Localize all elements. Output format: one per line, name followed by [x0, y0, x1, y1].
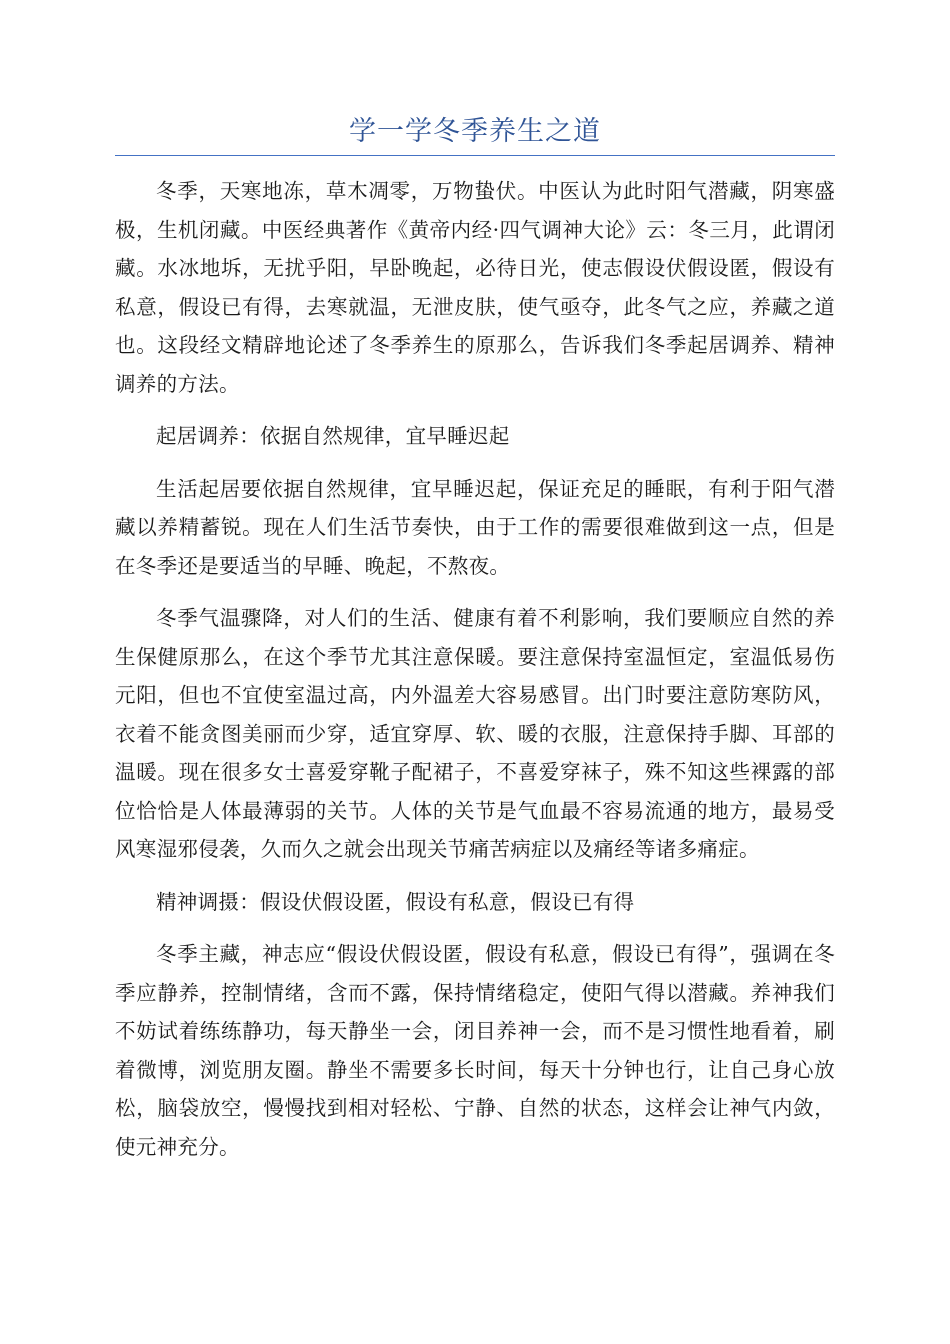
- document-title: 学一学冬季养生之道: [349, 116, 601, 147]
- intro-paragraph: 冬季，天寒地冻，草木凋零，万物蛰伏。中医认为此时阳气潜藏，阴寒盛极，生机闭藏。中医经典著作《黄帝内经·四气调神大论》云：冬三月，此谓闭藏。水冰地坼，无扰乎阳，早卧晚起，必待日光，使志假设伏假设匿，假设有私意，假设已有得，去寒就温，无泄皮肤，使气亟夺，此冬气之应，养藏之道也。这段经文精辟地论述了冬季养生的原那么，告诉我们冬季起居调养、精神调养的方法。: [115, 179, 835, 396]
- spirit-paragraph: 冬季主藏，神志应“假设伏假设匿，假设有私意，假设已有得”，强调在冬季应静养，控制情绪，含而不露，保持情绪稳定，使阳气得以潜藏。养神我们不妨试着练练静功，每天静坐一会，闭目养神一会，而不是习惯性地看着，刷着微博，浏览朋友圈。静坐不需要多长时间，每天十分钟也行，让自己身心放松，脑袋放空，慢慢找到相对轻松、宁静、自然的状态，这样会让神气内敛，使元神充分。: [115, 942, 835, 1159]
- section-heading-spirit: 精神调摄：假设伏假设匿，假设有私意，假设已有得: [156, 889, 635, 914]
- title-underline: [115, 155, 835, 156]
- section-heading-daily-life: 起居调养：依据自然规律，宜早睡迟起: [156, 424, 510, 448]
- document-body: [115, 172, 835, 1180]
- keep-warm-paragraph: 冬季气温骤降，对人们的生活、健康有着不利影响，我们要顺应自然的养生保健原那么，在这个季节尤其注意保暖。要注意保持室温恒定，室温低易伤元阳，但也不宜使室温过高，内外温差大容易感冒。出门时要注意防寒防风，衣着不能贪图美丽而少穿，适宜穿厚、软、暖的衣服，注意保持手脚、耳部的温暖。现在很多女士喜爱穿靴子配裙子，不喜爱穿袜子，殊不知这些裸露的部位恰恰是人体最薄弱的关节。人体的关节是气血最不容易流通的地方，最易受风寒湿邪侵袭，久而久之就会出现关节痛苦病症以及痛经等诸多痛症。: [115, 606, 835, 861]
- daily-life-paragraph: 生活起居要依据自然规律，宜早睡迟起，保证充足的睡眠，有利于阳气潜藏以养精蓄锐。现在人们生活节奏快，由于工作的需要很难做到这一点，但是在冬季还是要适当的早睡、晚起，不熬夜。: [115, 476, 835, 578]
